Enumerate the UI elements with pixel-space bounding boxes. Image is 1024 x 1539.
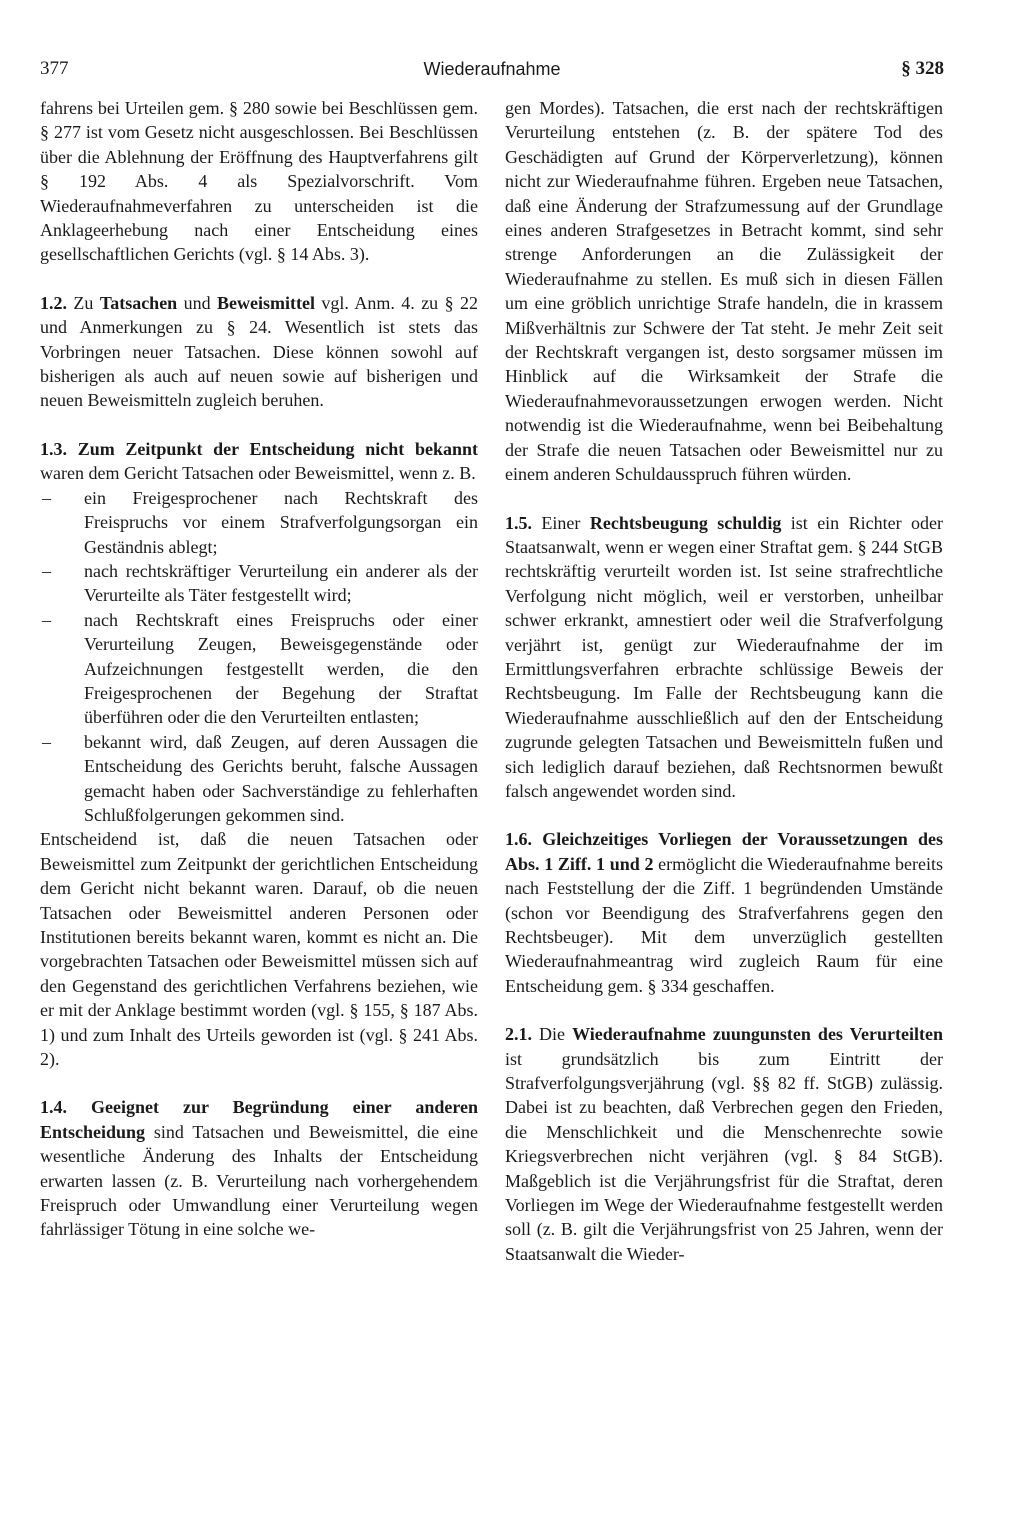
list-item	[40, 486, 478, 559]
dash-marker: –	[42, 731, 51, 752]
text-run: ist grundsätzlich bis zum Eintritt der Strafverfolgungsverjährung (vgl. §§ 82 ff. StGB) zulässig. Dabei ist zu beachten, daß Verbrechen gegen den Frieden, die Menschlichkeit und die Menschenrechte sowie Kriegsverbrechen nicht verjähren (vgl. § 84 StGB). Maßgeblich ist die Verjährungsfrist für die Straftat, deren Vorliegen im Wege der Wiederaufnahme festgestellt werden soll (z. B. gilt die Verjährungsfrist von 25 Jahren, wenn der Staatsanwalt die Wieder-	[505, 1048, 943, 1264]
right-column	[505, 96, 943, 1266]
text-run: waren dem Gericht Tatsachen oder Beweismittel, wenn z. B.	[40, 463, 476, 484]
section-1-3	[40, 437, 478, 486]
section-heading: Zum Zeitpunkt der Entscheidung nicht bekannt	[67, 438, 478, 459]
running-title: Wiederaufnahme	[423, 59, 561, 79]
section-number: 1.2.	[40, 292, 67, 313]
left-column	[40, 96, 478, 1242]
section-number: 1.3.	[40, 438, 67, 459]
list-item	[40, 608, 478, 730]
paragraph-continuation: fahrens bei Urteilen gem. § 280 sowie bei Beschlüssen gem. § 277 ist vom Gesetz nicht ausgeschlossen. Bei Beschlüssen über die Ablehnung der Eröffnung des Hauptverfahrens gilt § 192 Abs. 4 als Spezialvorschrift. Vom Wiederaufnahmeverfahren zu unterscheiden ist die Anklageerhebung nach einer Entscheidung eines gesellschaftlichen Gerichts (vgl. § 14 Abs. 3).	[40, 98, 478, 265]
list-item-text: nach Rechtskraft eines Freispruchs oder einer Verurteilung Zeugen, Beweisgegenstände oder Aufzeichnungen festgestellt werden, die den Freigesprochenen der Begehung der Straftat überführen oder die den Verurteilten entlasten;	[84, 609, 478, 728]
section-number: 1.5.	[505, 512, 532, 533]
text-run: und	[177, 292, 218, 313]
section-1-4	[40, 1095, 478, 1241]
paragraph-continuation: gen Mordes). Tatsachen, die erst nach der rechtskräftigen Verurteilung entstehen (z. B. der spätere Tod des Geschädigten auf Grund der Körperverletzung), können nicht zur Wiederaufnahme führen. Ergeben neue Tatsachen, daß eine Änderung der Strafzumessung auf der Grundlage eines anderen Strafgesetzes in Betracht kommt, sind sehr strenge Anforderungen an die Zulässigkeit der Wiederaufnahme zu stellen. Es muß sich in diesen Fällen um eine gröblich unrichtige Strafe handeln, die in krassem Mißverhältnis zur Schwere der Tat steht. Je mehr Zeit seit der Rechtskraft vergangen ist, desto sorgsamer müssen im Hinblick auf die Wirksamkeit der Strafe die Wiederaufnahmevoraussetzungen erwogen werden. Nicht notwendig ist die Wiederaufnahme, wenn bei Beibehaltung der Strafe die neuen Tatsachen oder Beweismittel nur zu einem anderen Schuldausspruch führen würden.	[505, 98, 943, 485]
list-item-text: ein Freigesprochener nach Rechtskraft des Freispruchs vor einem Strafverfolgungsorgan ein Geständnis ablegt;	[84, 487, 478, 557]
section-heading: Wiederaufnahme zuungunsten des Verurteilten	[572, 1024, 943, 1045]
section-1-5	[505, 511, 943, 804]
bold-term: Beweismittel	[217, 292, 316, 313]
section-heading: Geeignet zur Begründung einer anderen Entscheidung	[40, 1097, 478, 1142]
text-run: ist ein Richter oder Staatsanwalt, wenn er wegen einer Straftat gem. § 244 StGB rechtskräftig verurteilt worden ist. Ist seine strafrechtliche Verfolgung nicht möglich, weil er verstorben, unheilbar schwer erkrankt, amnestiert oder weil die Strafverfolgung verjährt ist, genügt zur Wiederaufnahme der im Ermittlungsverfahren erbrachte schlüssige Beweis der Rechtsbeugung. Im Falle der Rechtsbeugung kann die Wiederaufnahme ausschließlich auf den der Entscheidung zugrunde gelegten Tatsachen und Beweismitteln fußen und sich lediglich darauf beziehen, daß Rechtsnormen bewußt falsch angewendet worden sind.	[505, 512, 943, 801]
section-heading: Rechtsbeugung schuldig	[589, 512, 782, 533]
list-item	[40, 730, 478, 828]
section-number: 2.1.	[505, 1024, 532, 1045]
text-run: vgl. Anm. 4. zu § 22 und Anmerkungen zu § 24. Wesentlich ist stets das Vorbringen neuer Tatsachen. Diese können sowohl auf bisherigen als auch auf neuen sowie auf bisherigen und neuen Beweismitteln zugleich beruhen.	[40, 292, 479, 411]
section-number: 1.6.	[505, 829, 532, 850]
list-item-text: bekannt wird, daß Zeugen, auf deren Aussagen die Entscheidung des Gerichts beruht, falsche Aussagen gemacht haben oder Sachverständige zu fehlerhaften Schlußfolgerungen gekommen sind.	[84, 731, 478, 825]
section-2-1	[505, 1022, 943, 1266]
section-heading: Gleichzeitiges Vorliegen der Voraussetzungen des Abs. 1 Ziff. 1 und 2	[505, 829, 943, 874]
page-header	[40, 56, 944, 82]
list-item-text: nach rechtskräftiger Verurteilung ein anderer als der Verurteilte als Täter festgestellt wird;	[84, 560, 478, 606]
text-run: sind Tatsachen und Beweismittel, die eine wesentliche Änderung des Inhalts der Entscheidung erwarten lassen (z. B. Verurteilung nach vorhergehendem Freispruch oder Umwandlung einer Verurteilung wegen fahrlässiger Tötung in eine solche we-	[40, 1121, 478, 1240]
section-marker: § 328	[901, 58, 944, 79]
text-run: Zu	[67, 292, 100, 313]
page-number: 377	[40, 58, 69, 79]
text-run: ermöglicht die Wiederaufnahme bereits nach Feststellung der die Ziff. 1 begründenden Umstände (schon vor Beendigung des Strafverfahrens gegen den Rechtsbeuger). Mit dem unverzüglich gestellten Wiederaufnahmeantrag wird zugleich Raum für eine Entscheidung gem. § 334 geschaffen.	[505, 853, 944, 996]
paragraph: Entscheidend ist, daß die neuen Tatsachen oder Beweismittel zum Zeitpunkt der gerichtlichen Entscheidung dem Gericht nicht bekannt waren. Darauf, ob die neuen Tatsachen oder Beweismittel anderen Personen oder Institutionen bereits bekannt waren, kommt es nicht an. Die vorgebrachten Tatsachen oder Beweismittel müssen sich auf den Gegenstand des gerichtlichen Verfahrens beziehen, wie er mit der Anklage bestimmt worden (vgl. § 155, § 187 Abs. 1) und zum Inhalt des Urteils geworden ist (vgl. § 241 Abs. 2).	[40, 829, 478, 1070]
section-1-2	[40, 291, 478, 413]
dash-marker: –	[42, 609, 51, 630]
section-number: 1.4.	[40, 1097, 67, 1118]
dash-marker: –	[42, 487, 51, 508]
section-1-6	[505, 827, 943, 998]
dash-marker: –	[42, 560, 51, 581]
list-item	[40, 559, 478, 608]
text-run: Einer	[532, 512, 590, 533]
text-run: Die	[532, 1024, 573, 1045]
bold-term: Tatsachen	[99, 292, 178, 313]
